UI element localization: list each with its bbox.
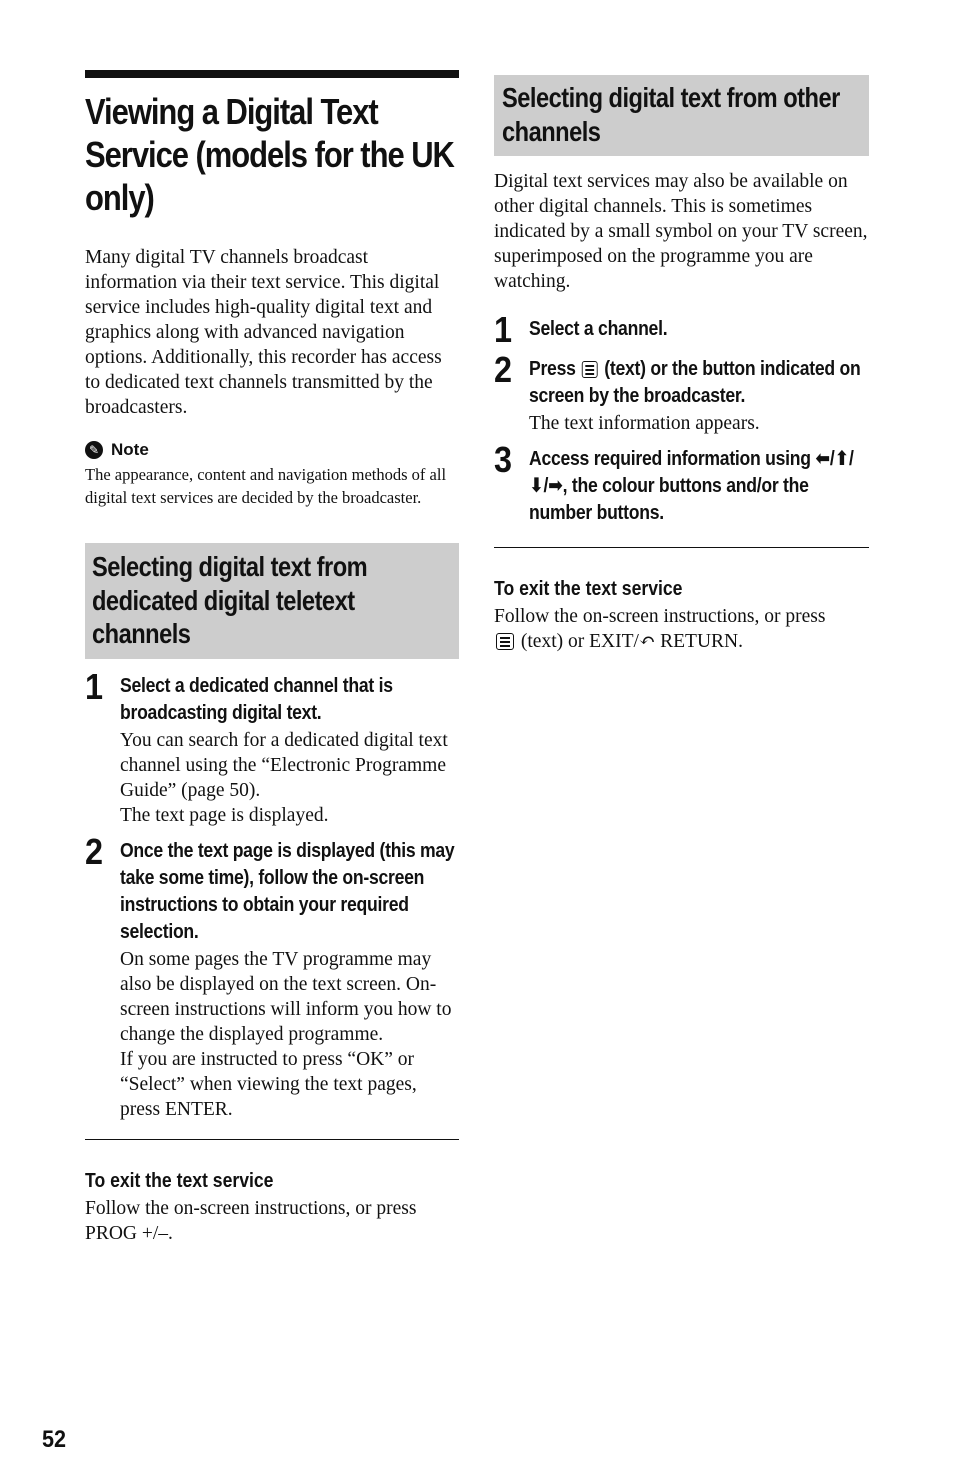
step-body: The text page is displayed. [120, 804, 329, 826]
section-title-dedicated: Selecting digital text from dedicated digital teletext channels [92, 551, 368, 649]
note-label: Note [111, 440, 149, 459]
note-text: The appearance, content and navigation methods of all digital text services are decided by the broadcaster. [85, 465, 447, 507]
dedicated-step-1 [85, 665, 459, 828]
step-heading-part: Press [529, 358, 576, 380]
step-heading [529, 446, 868, 527]
step-body: If you are instructed to press “OK” or “Select” when viewing the text pages, press ENTER. [120, 1048, 417, 1120]
exit-text-part: (text) or EXIT/ [520, 631, 639, 652]
step-number: 3 [494, 439, 513, 480]
step-heading-part: (text) or the button indicated on screen by the broadcaster. [529, 358, 861, 407]
step-heading-part: , the colour buttons and/or the number buttons. [529, 475, 809, 524]
title-rule [85, 70, 459, 78]
section-header-other [494, 75, 869, 156]
step-body: The text information appears. [529, 413, 760, 434]
step-number: 2 [85, 830, 104, 872]
exit-heading: To exit the text service [494, 578, 683, 600]
exit-text [494, 604, 869, 654]
section-divider [85, 1139, 459, 1140]
other-step-3 [494, 439, 869, 527]
text-button-icon [496, 633, 514, 650]
section-title-other: Selecting digital text from other channels [502, 82, 840, 147]
other-step-1 [494, 309, 869, 350]
note-icon: ✎ [85, 441, 103, 459]
step-number: 1 [494, 309, 513, 350]
note-heading [85, 440, 459, 460]
left-column [85, 70, 459, 1246]
exit-text-part: RETURN. [655, 631, 744, 652]
page-number: 52 [42, 1426, 67, 1453]
other-step-2 [494, 349, 869, 436]
step-heading: Once the text page is displayed (this may take some time), follow the on-screen instructions to obtain your required selection. [120, 839, 455, 943]
step-heading [529, 356, 868, 410]
exit-text: Follow the on-screen instructions, or press PROG +/–. [85, 1197, 417, 1244]
intro-paragraph: Many digital TV channels broadcast information via their text service. This digital service includes high-quality digital text and graphics along with advanced navigation options. Additionally, this recorder has access to dedicated text channels transmitted by the broadcasters. [85, 247, 442, 418]
return-icon: ↶ [638, 631, 656, 652]
exit-text-part: Follow the on-screen instructions, or press [494, 606, 826, 627]
text-button-icon [582, 361, 598, 378]
step-heading: Select a dedicated channel that is broadcasting digital text. [120, 674, 393, 724]
step-number: 1 [85, 665, 104, 707]
section-divider [494, 547, 869, 548]
page-title: Viewing a Digital Text Service (models for the UK only) [85, 91, 454, 218]
section-header-dedicated [85, 543, 459, 659]
right-column [494, 75, 869, 654]
step-body: On some pages the TV programme may also be displayed on the text screen. On-screen instructions will inform you how to change the displayed programme. [120, 948, 452, 1045]
note-block [85, 440, 459, 509]
step-number: 2 [494, 349, 513, 390]
dedicated-step-2 [85, 830, 459, 1122]
step-heading: Select a channel. [529, 318, 668, 340]
step-body: You can search for a dedicated digital text channel using the “Electronic Programme Guide” (page 50). [120, 729, 448, 801]
exit-heading: To exit the text service [85, 1169, 274, 1192]
step-heading-part: Access required information using [529, 448, 811, 470]
arrow-keys-icon: ⬅/⬆/⬇/➡ [529, 448, 854, 497]
other-intro-paragraph: Digital text services may also be available on other digital channels. This is sometimes indicated by a small symbol on your TV screen, superimposed on the programme you are watching. [494, 171, 868, 292]
